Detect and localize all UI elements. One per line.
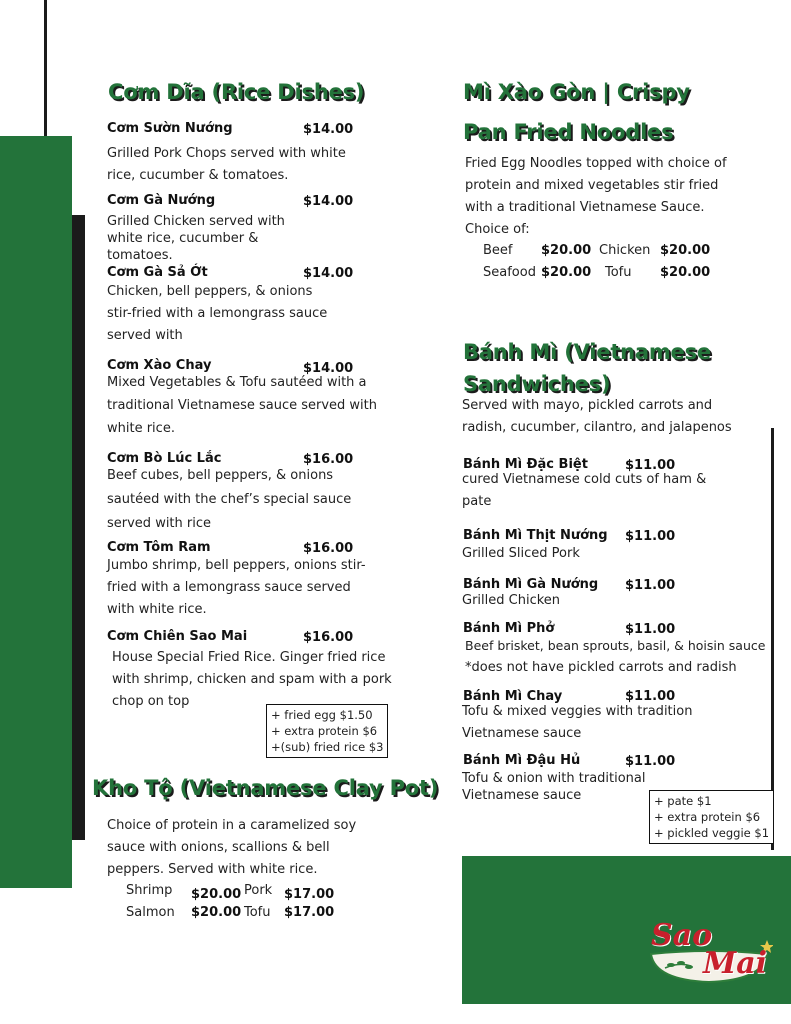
rice-item-name: Cơm Bò Lúc Lắc xyxy=(107,451,222,466)
rice-item-desc: Grilled Pork Chops served with white rice, cucumber & tomatoes. xyxy=(107,146,346,183)
rice-heading: Cơm Dĩa (Rice Dishes) xyxy=(108,80,365,104)
claypot-option-price: $20.00 xyxy=(191,905,242,920)
addon-line: + fried egg $1.50 xyxy=(271,708,373,722)
logo-text-sao: Sao xyxy=(651,918,713,953)
rice-item-name: Cơm Gà Nướng xyxy=(107,193,216,208)
banhmi-item-desc: cured Vietnamese cold cuts of ham & pate xyxy=(462,472,707,509)
sao-mai-logo xyxy=(645,918,773,988)
rice-item-desc: Mixed Vegetables & Tofu sautéed with a traditional Vietnamese sauce served with white rice. xyxy=(107,375,377,436)
rice-item-name: Cơm Tôm Ram xyxy=(107,540,211,555)
claypot-option-price: $17.00 xyxy=(284,905,335,920)
banhmi-item-note: *does not have pickled carrots and radish xyxy=(465,660,737,675)
left-green-panel xyxy=(0,136,72,888)
rice-item-name: Cơm Sườn Nướng xyxy=(107,121,233,136)
banhmi-item-name: Bánh Mì Thịt Nướng xyxy=(463,528,608,543)
rice-item-desc: Chicken, bell peppers, & onions stir-fried with a lemongrass sauce served with xyxy=(107,284,328,343)
banhmi-item-name: Bánh Mì Phở xyxy=(463,621,555,636)
noodles-option-price: $20.00 xyxy=(541,265,592,280)
logo-text-mai: Mai xyxy=(703,946,768,981)
rice-addons-box xyxy=(266,704,388,758)
banhmi-heading: Bánh Mì (Vietnamese xyxy=(463,340,711,364)
noodles-choice-label: Choice of: xyxy=(465,222,530,237)
noodles-desc: Fried Egg Noodles topped with choice of protein and mixed vegetables stir fried with a traditional Vietnamese Sauce. xyxy=(465,156,727,215)
right-rule xyxy=(771,428,774,850)
rice-item-price: $16.00 xyxy=(303,452,354,467)
banhmi-item-name: Bánh Mì Đặc Biệt xyxy=(463,457,588,472)
rice-item-name: Cơm Xào Chay xyxy=(107,358,212,373)
left-top-rule xyxy=(44,0,47,136)
left-dark-rule xyxy=(72,215,85,840)
rice-item-desc: Beef cubes, bell peppers, & onions sautéed with the chef’s special sauce served with rice xyxy=(107,468,352,531)
banhmi-item-price: $11.00 xyxy=(625,529,676,544)
noodles-option-name: Seafood xyxy=(483,265,536,280)
claypot-option-name: Salmon xyxy=(126,905,175,920)
rice-item-desc: Grilled Chicken served with white rice, cucumber & tomatoes. xyxy=(107,214,285,263)
rice-item-price: $14.00 xyxy=(303,266,354,281)
banhmi-item-name: Bánh Mì Chay xyxy=(463,689,563,704)
addon-line: +(sub) fried rice $3 xyxy=(271,740,384,754)
rice-item-desc: House Special Fried Rice. Ginger fried rice with shrimp, chicken and spam with a pork chop on top xyxy=(112,650,392,709)
banhmi-item-name: Bánh Mì Gà Nướng xyxy=(463,577,599,592)
claypot-option-name: Pork xyxy=(244,883,273,898)
banhmi-item-desc: Tofu & onion with traditional Vietnamese sauce xyxy=(462,771,646,803)
banhmi-item-desc: Grilled Sliced Pork xyxy=(462,546,580,561)
addon-line: + extra protein $6 xyxy=(654,810,761,824)
claypot-option-name: Shrimp xyxy=(126,883,173,898)
banhmi-item-desc: Tofu & mixed veggies with tradition Vietnamese sauce xyxy=(462,704,693,741)
addon-line: + pickled veggie $1 xyxy=(654,826,770,840)
claypot-desc: Choice of protein in a caramelized soy sauce with onions, scallions & bell peppers. Served with white rice. xyxy=(107,818,357,877)
rice-item-desc: Jumbo shrimp, bell peppers, onions stir-fried with a lemongrass sauce served with white rice. xyxy=(107,558,366,617)
rice-item-price: $14.00 xyxy=(303,194,354,209)
banhmi-item-price: $11.00 xyxy=(625,754,676,769)
noodles-option-name: Chicken xyxy=(599,243,651,258)
rice-item-name: Cơm Gà Sả Ớt xyxy=(107,265,208,280)
noodles-heading: Mì Xào Gòn | Crispy xyxy=(463,80,690,104)
claypot-option-price: $20.00 xyxy=(191,887,242,902)
noodles-option-price: $20.00 xyxy=(660,265,711,280)
noodles-heading-line2: Pan Fried Noodles xyxy=(463,120,674,144)
rice-item-price: $14.00 xyxy=(303,361,354,376)
claypot-option-name: Tofu xyxy=(244,905,271,920)
banhmi-item-desc: Grilled Chicken xyxy=(462,593,561,608)
rice-item-name: Cơm Chiên Sao Mai xyxy=(107,629,248,644)
banhmi-desc: Served with mayo, pickled carrots and radish, cucumber, cilantro, and jalapenos xyxy=(462,398,732,435)
banhmi-item-desc: Beef brisket, bean sprouts, basil, & hoisin sauce xyxy=(465,638,766,653)
noodles-option-price: $20.00 xyxy=(660,243,711,258)
addon-line: + extra protein $6 xyxy=(271,724,378,738)
banhmi-heading-line2: Sandwiches) xyxy=(463,372,611,396)
banhmi-addons-box xyxy=(649,790,774,844)
banhmi-item-name: Bánh Mì Đậu Hủ xyxy=(463,753,581,768)
rice-item-price: $14.00 xyxy=(303,122,354,137)
rice-item-price: $16.00 xyxy=(303,541,354,556)
banhmi-item-price: $11.00 xyxy=(625,689,676,704)
rice-item-price: $16.00 xyxy=(303,630,354,645)
banhmi-item-price: $11.00 xyxy=(625,622,676,637)
addon-line: + pate $1 xyxy=(654,794,712,808)
claypot-option-price: $17.00 xyxy=(284,887,335,902)
noodles-option-price: $20.00 xyxy=(541,243,592,258)
noodles-option-name: Beef xyxy=(483,243,513,258)
noodles-option-name: Tofu xyxy=(605,265,632,280)
banhmi-item-price: $11.00 xyxy=(625,458,676,473)
banhmi-item-price: $11.00 xyxy=(625,578,676,593)
claypot-heading: Kho Tộ (Vietnamese Clay Pot) xyxy=(92,776,439,800)
